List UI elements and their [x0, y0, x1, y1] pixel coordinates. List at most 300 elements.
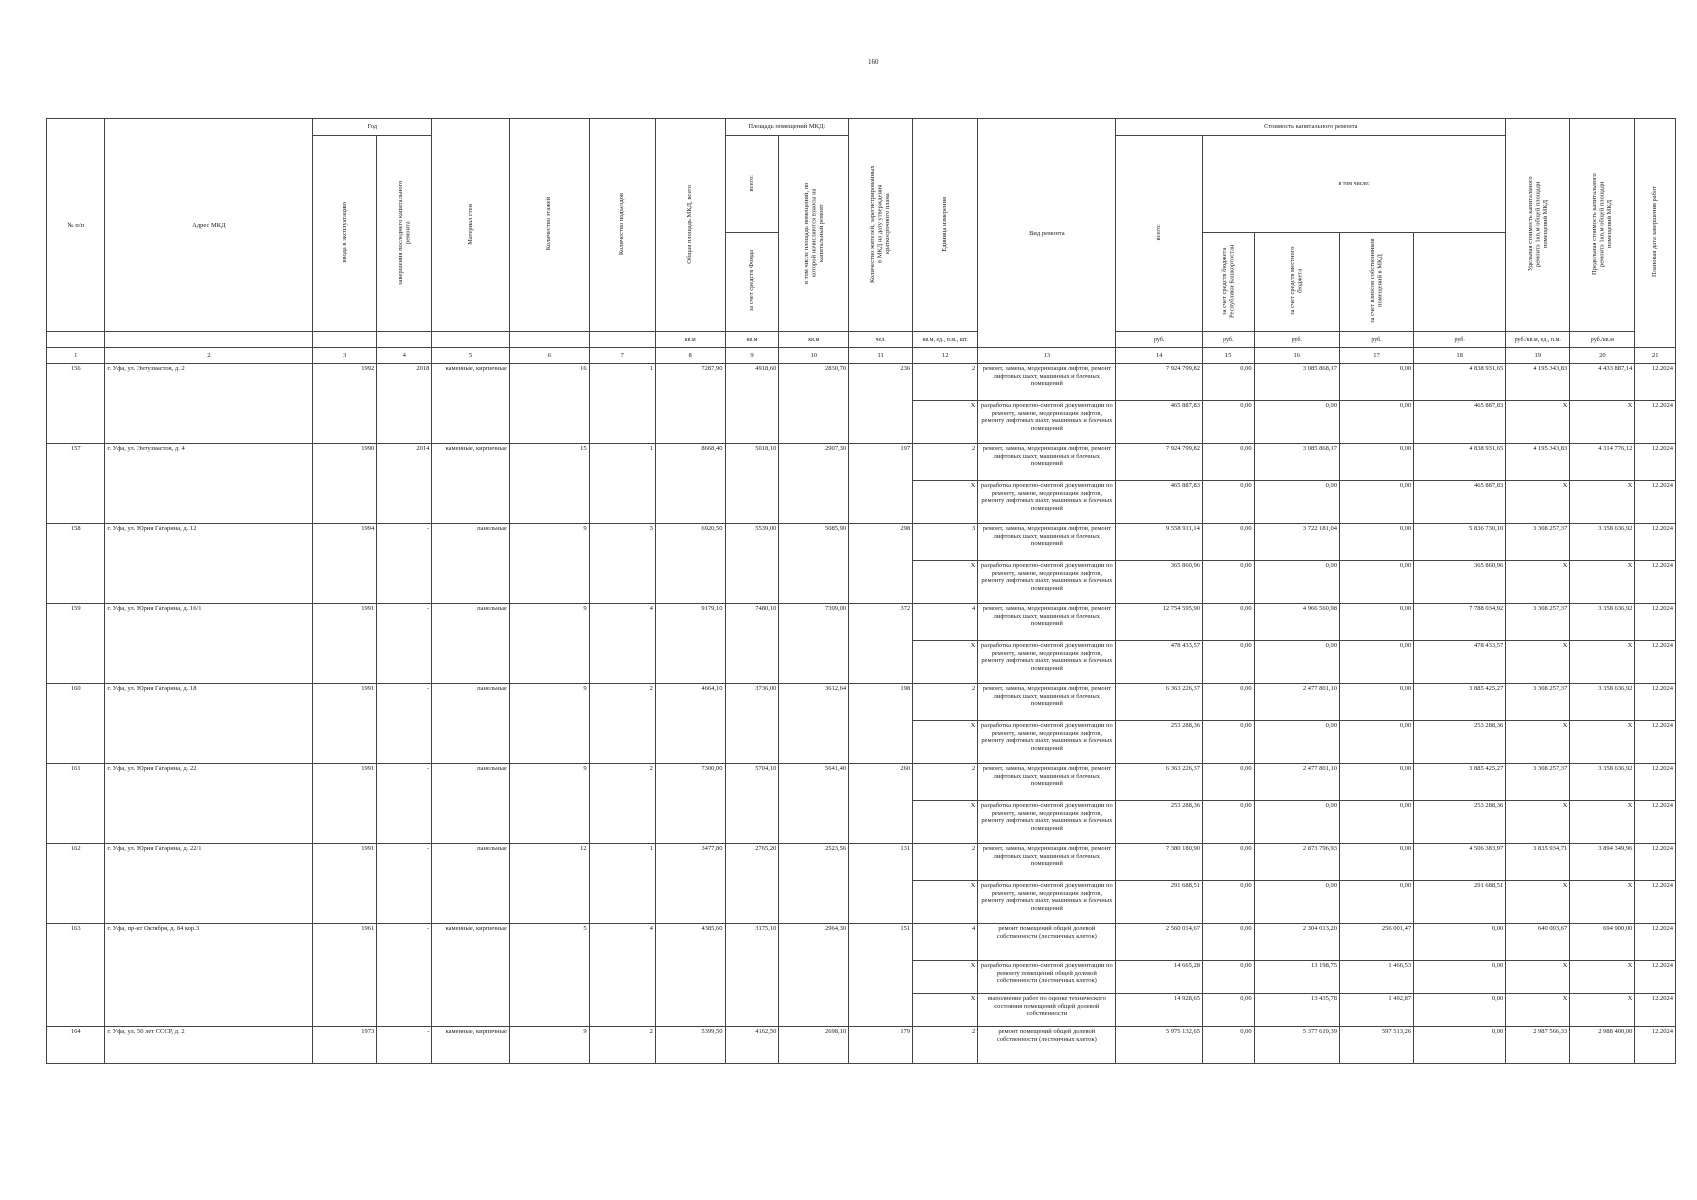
cost-fund: 0,00 [1202, 924, 1254, 961]
record-year-repair: - [377, 764, 432, 844]
deadline: 12.2024 [1635, 684, 1676, 721]
record-year-repair: 2014 [377, 444, 432, 524]
work-quantity: 4 [913, 924, 978, 961]
table-row [47, 844, 1676, 881]
work-name: ремонт, замена, модернизация лифтов, ремонт лифтовых шахт, машинных и блочных помещений [978, 844, 1116, 881]
record-area-residential: 5085,90 [779, 524, 849, 604]
cost-republic: 3 085 868,17 [1254, 444, 1339, 481]
column-number: 19 [1506, 348, 1570, 364]
cost-fund: 0,00 [1202, 641, 1254, 684]
cost-fund: 0,00 [1202, 481, 1254, 524]
cost-total: 14 928,65 [1116, 994, 1203, 1027]
unit-cell [509, 332, 589, 348]
cost-local: 0,00 [1339, 764, 1413, 801]
specific-cost: 3 308 257,37 [1506, 604, 1570, 641]
cost-republic: 13 198,75 [1254, 961, 1339, 994]
cost-fund: 0,00 [1202, 881, 1254, 924]
record-number: 164 [47, 1027, 105, 1064]
column-number: 14 [1116, 348, 1203, 364]
header-deadline: Плановая дата завершения работ [1635, 119, 1676, 348]
header-premises-group: Площадь помещений МКД: [725, 119, 849, 136]
record-floors: 16 [509, 364, 589, 444]
record-entrances: 1 [589, 844, 655, 924]
record-address: г. Уфа, ул. 50 лет СССР, д. 2 [105, 1027, 313, 1064]
cost-local: 0,00 [1339, 881, 1413, 924]
record-year-built: 1973 [313, 1027, 377, 1064]
table-row [47, 924, 1676, 961]
column-number: 9 [725, 348, 779, 364]
header-cost-total: всего: [1116, 136, 1203, 332]
record-floors: 9 [509, 684, 589, 764]
max-cost: 3 358 636,92 [1570, 684, 1635, 721]
max-cost: X [1570, 994, 1635, 1027]
table-row [47, 444, 1676, 481]
deadline: 12.2024 [1635, 524, 1676, 561]
deadline: 12.2024 [1635, 961, 1676, 994]
cost-total: 7 924 799,82 [1116, 444, 1203, 481]
record-total-area: 6920,50 [655, 524, 725, 604]
record-year-repair: - [377, 924, 432, 1027]
deadline: 12.2024 [1635, 721, 1676, 764]
cost-fund: 0,00 [1202, 604, 1254, 641]
column-number: 1 [47, 348, 105, 364]
record-area-all: 3175,10 [725, 924, 779, 1027]
column-number: 11 [849, 348, 913, 364]
unit-measure: кв.м, ед., п.м., шт. [913, 332, 978, 348]
cost-local: 0,00 [1339, 444, 1413, 481]
header-no: № п/п [47, 119, 105, 332]
cost-total: 7 924 799,82 [1116, 364, 1203, 401]
cost-local: 0,00 [1339, 721, 1413, 764]
cost-total: 6 363 226,37 [1116, 684, 1203, 721]
cost-republic: 0,00 [1254, 401, 1339, 444]
work-quantity: 2 [913, 364, 978, 401]
work-name: ремонт помещений общей долевой собственности (лестничных клеток) [978, 924, 1116, 961]
work-quantity: 3 [913, 524, 978, 561]
cost-owners: 5 836 730,10 [1414, 524, 1506, 561]
cost-fund: 0,00 [1202, 844, 1254, 881]
specific-cost: 4 195 343,83 [1506, 444, 1570, 481]
unit-cell [313, 332, 377, 348]
max-cost: X [1570, 641, 1635, 684]
record-total-area: 8668,40 [655, 444, 725, 524]
specific-cost: 640 003,67 [1506, 924, 1570, 961]
record-address: г. Уфа, ул. Энтузиастов, д. 2 [105, 364, 313, 444]
specific-cost: 3 308 257,37 [1506, 684, 1570, 721]
record-year-repair: - [377, 524, 432, 604]
record-residents: 260 [849, 764, 913, 844]
cost-owners: 253 288,36 [1414, 801, 1506, 844]
table-row [47, 684, 1676, 721]
column-number: 10 [779, 348, 849, 364]
record-address: г. Уфа, ул. Юрия Гагарина, д. 18 [105, 684, 313, 764]
record-floors: 9 [509, 524, 589, 604]
cost-local: 0,00 [1339, 641, 1413, 684]
column-number: 13 [978, 348, 1116, 364]
header-address: Адрес МКД [105, 119, 313, 332]
specific-cost: X [1506, 401, 1570, 444]
record-total-area: 4385,60 [655, 924, 725, 1027]
work-name: ремонт, замена, модернизация лифтов, ремонт лифтовых шахт, машинных и блочных помещений [978, 764, 1116, 801]
record-floors: 9 [509, 604, 589, 684]
cost-local: 256 001,47 [1339, 924, 1413, 961]
record-material: каменные, кирпичные [432, 1027, 510, 1064]
record-area-all: 3736,00 [725, 684, 779, 764]
header-year-commission: ввода в эксплуатацию [313, 136, 377, 332]
record-residents: 179 [849, 1027, 913, 1064]
cost-republic: 5 377 619,39 [1254, 1027, 1339, 1064]
record-area-all: 7480,10 [725, 604, 779, 684]
column-number: 3 [313, 348, 377, 364]
work-quantity: X [913, 401, 978, 444]
specific-cost: 3 308 257,37 [1506, 764, 1570, 801]
cost-owners: 253 288,36 [1414, 721, 1506, 764]
table-body [47, 364, 1676, 1064]
column-number: 16 [1254, 348, 1339, 364]
deadline: 12.2024 [1635, 801, 1676, 844]
column-number: 7 [589, 348, 655, 364]
cost-republic: 3 722 181,04 [1254, 524, 1339, 561]
work-quantity: X [913, 881, 978, 924]
column-number: 20 [1570, 348, 1635, 364]
column-numbers-row [47, 348, 1676, 364]
specific-cost: X [1506, 561, 1570, 604]
record-area-residential: 2523,56 [779, 844, 849, 924]
deadline: 12.2024 [1635, 641, 1676, 684]
deadline: 12.2024 [1635, 764, 1676, 801]
table-header [47, 119, 1676, 364]
record-entrances: 1 [589, 364, 655, 444]
unit-specific-cost: руб./кв.м, ед., п.м. [1506, 332, 1570, 348]
cost-republic: 0,00 [1254, 641, 1339, 684]
specific-cost: 3 835 934,71 [1506, 844, 1570, 881]
max-cost: X [1570, 721, 1635, 764]
work-name: разработка проектно-сметной документации по ремонту, замене, модернизации лифтов, ремонту лифтовых шахт, машинных и блочных помещений [978, 561, 1116, 604]
max-cost: X [1570, 561, 1635, 604]
record-area-residential: 2907,30 [779, 444, 849, 524]
specific-cost: X [1506, 994, 1570, 1027]
work-name: ремонт, замена, модернизация лифтов, ремонт лифтовых шахт, машинных и блочных помещений [978, 604, 1116, 641]
record-number: 162 [47, 844, 105, 924]
record-year-built: 1992 [313, 364, 377, 444]
cost-republic: 4 966 560,98 [1254, 604, 1339, 641]
column-number: 18 [1414, 348, 1506, 364]
deadline: 12.2024 [1635, 364, 1676, 401]
cost-total: 14 665,28 [1116, 961, 1203, 994]
work-name: разработка проектно-сметной документации по ремонту помещений общей долевой собственности (лестничных клеток) [978, 961, 1116, 994]
record-material: панельные [432, 604, 510, 684]
deadline: 12.2024 [1635, 481, 1676, 524]
max-cost: 4 314 776,12 [1570, 444, 1635, 481]
cost-local: 0,00 [1339, 364, 1413, 401]
unit-cell [377, 332, 432, 348]
record-floors: 9 [509, 1027, 589, 1064]
record-area-residential: 3612,64 [779, 684, 849, 764]
work-name: разработка проектно-сметной документации по ремонту, замене, модернизации лифтов, ремонту лифтовых шахт, машинных и блочных помещений [978, 641, 1116, 684]
specific-cost: X [1506, 961, 1570, 994]
cost-owners: 365 860,96 [1414, 561, 1506, 604]
work-name: ремонт, замена, модернизация лифтов, ремонт лифтовых шахт, машинных и блочных помещений [978, 364, 1116, 401]
cost-republic: 0,00 [1254, 881, 1339, 924]
work-quantity: 2 [913, 764, 978, 801]
cost-owners: 0,00 [1414, 994, 1506, 1027]
specific-cost: X [1506, 481, 1570, 524]
max-cost: X [1570, 881, 1635, 924]
cost-total: 478 433,57 [1116, 641, 1203, 684]
table-row [47, 1027, 1676, 1064]
work-quantity: 2 [913, 844, 978, 881]
record-material: каменные, кирпичные [432, 444, 510, 524]
cost-owners: 3 885 425,27 [1414, 684, 1506, 721]
max-cost: 3 358 636,92 [1570, 604, 1635, 641]
record-area-residential: 5641,40 [779, 764, 849, 844]
deadline: 12.2024 [1635, 881, 1676, 924]
record-total-area: 5399,50 [655, 1027, 725, 1064]
specific-cost: X [1506, 641, 1570, 684]
header-max-cost: Предельная стоимость капитального ремонта 1кв.м общей площади помещений МКД [1570, 119, 1635, 332]
record-material: панельные [432, 764, 510, 844]
cost-owners: 291 688,51 [1414, 881, 1506, 924]
header-floors: Количество этажей [509, 119, 589, 332]
cost-total: 253 288,36 [1116, 721, 1203, 764]
max-cost: X [1570, 961, 1635, 994]
record-residents: 372 [849, 604, 913, 684]
record-year-repair: - [377, 684, 432, 764]
max-cost: 2 988 400,00 [1570, 1027, 1635, 1064]
cost-total: 2 560 014,67 [1116, 924, 1203, 961]
work-name: разработка проектно-сметной документации по ремонту, замене, модернизации лифтов, ремонту лифтовых шахт, машинных и блочных помещений [978, 721, 1116, 764]
cost-republic: 2 304 013,20 [1254, 924, 1339, 961]
cost-total: 465 887,83 [1116, 481, 1203, 524]
cost-total: 12 754 595,90 [1116, 604, 1203, 641]
table-row [47, 364, 1676, 401]
specific-cost: X [1506, 721, 1570, 764]
record-number: 157 [47, 444, 105, 524]
work-name: разработка проектно-сметной документации по ремонту, замене, модернизации лифтов, ремонту лифтовых шахт, машинных и блочных помещений [978, 401, 1116, 444]
record-year-built: 1991 [313, 604, 377, 684]
record-material: каменные, кирпичные [432, 924, 510, 1027]
header-cost-republic: за счет средств бюджета Республики Башкортостан [1202, 233, 1254, 332]
deadline: 12.2024 [1635, 994, 1676, 1027]
cost-republic: 13 435,78 [1254, 994, 1339, 1027]
record-material: каменные, кирпичные [432, 364, 510, 444]
record-area-all: 5704,10 [725, 764, 779, 844]
record-area-residential: 2698,10 [779, 1027, 849, 1064]
record-number: 156 [47, 364, 105, 444]
record-year-built: 1961 [313, 924, 377, 1027]
unit-cost-owners: руб. [1414, 332, 1506, 348]
record-area-all: 4918,60 [725, 364, 779, 444]
record-number: 158 [47, 524, 105, 604]
max-cost: 3 894 349,96 [1570, 844, 1635, 881]
header-unit: Единица измерения [913, 119, 978, 332]
cost-local: 0,00 [1339, 524, 1413, 561]
cost-local: 0,00 [1339, 684, 1413, 721]
table-row [47, 604, 1676, 641]
record-residents: 236 [849, 364, 913, 444]
cost-fund: 0,00 [1202, 1027, 1254, 1064]
record-total-area: 3477,80 [655, 844, 725, 924]
work-quantity: 2 [913, 684, 978, 721]
work-quantity: X [913, 721, 978, 764]
record-number: 159 [47, 604, 105, 684]
unit-cost-total: руб. [1116, 332, 1203, 348]
cost-fund: 0,00 [1202, 994, 1254, 1027]
cost-total: 9 558 911,14 [1116, 524, 1203, 561]
record-number: 163 [47, 924, 105, 1027]
cost-total: 365 860,96 [1116, 561, 1203, 604]
cost-fund: 0,00 [1202, 764, 1254, 801]
work-name: разработка проектно-сметной документации по ремонту, замене, модернизации лифтов, ремонту лифтовых шахт, машинных и блочных помещений [978, 881, 1116, 924]
record-address: г. Уфа, ул. Юрия Гагарина, д. 16/1 [105, 604, 313, 684]
record-total-area: 7287,90 [655, 364, 725, 444]
cost-fund: 0,00 [1202, 801, 1254, 844]
cost-republic: 2 477 801,10 [1254, 764, 1339, 801]
cost-local: 0,00 [1339, 401, 1413, 444]
record-residents: 197 [849, 444, 913, 524]
cost-local: 1 492,87 [1339, 994, 1413, 1027]
unit-residents: чел. [849, 332, 913, 348]
record-area-all: 5018,10 [725, 444, 779, 524]
header-specific-cost: Удельная стоимость капитального ремонта 1кв.м общей площади помещений МКД [1506, 119, 1570, 332]
cost-fund: 0,00 [1202, 444, 1254, 481]
cost-owners: 3 885 425,27 [1414, 764, 1506, 801]
unit-cell [105, 332, 313, 348]
work-quantity: X [913, 801, 978, 844]
record-entrances: 4 [589, 604, 655, 684]
capital-repair-table [46, 118, 1676, 1064]
unit-cell [47, 332, 105, 348]
record-total-area: 4664,10 [655, 684, 725, 764]
column-number: 4 [377, 348, 432, 364]
max-cost: 3 358 636,92 [1570, 524, 1635, 561]
header-residents: Количество жителей, зарегистрированных в МКД на дату утверждения краткосрочного плана [849, 119, 913, 332]
record-number: 161 [47, 764, 105, 844]
cost-total: 6 363 226,37 [1116, 764, 1203, 801]
cost-republic: 3 085 868,17 [1254, 364, 1339, 401]
work-quantity: 2 [913, 1027, 978, 1064]
header-cost-group: Стоимость капитального ремонта [1116, 119, 1506, 136]
cost-owners: 7 788 034,92 [1414, 604, 1506, 641]
cost-fund: 0,00 [1202, 561, 1254, 604]
record-address: г. Уфа, пр-кт Октября, д. 84 кор.3 [105, 924, 313, 1027]
work-name: разработка проектно-сметной документации по ремонту, замене, модернизации лифтов, ремонту лифтовых шахт, машинных и блочных помещений [978, 801, 1116, 844]
record-area-all: 5539,00 [725, 524, 779, 604]
work-quantity: 2 [913, 444, 978, 481]
cost-owners: 465 887,83 [1414, 401, 1506, 444]
cost-fund: 0,00 [1202, 401, 1254, 444]
work-name: ремонт, замена, модернизация лифтов, ремонт лифтовых шахт, машинных и блочных помещений [978, 684, 1116, 721]
deadline: 12.2024 [1635, 924, 1676, 961]
cost-owners: 478 433,57 [1414, 641, 1506, 684]
column-number: 17 [1339, 348, 1413, 364]
record-year-built: 1991 [313, 764, 377, 844]
header-premises-total: всего: [725, 136, 779, 233]
record-entrances: 2 [589, 1027, 655, 1064]
cost-local: 597 513,26 [1339, 1027, 1413, 1064]
header-total-area: Общая площадь МКД, всего [655, 119, 725, 332]
cost-republic: 0,00 [1254, 561, 1339, 604]
record-entrances: 4 [589, 924, 655, 1027]
cost-local: 0,00 [1339, 561, 1413, 604]
cost-local: 0,00 [1339, 801, 1413, 844]
max-cost: 694 900,00 [1570, 924, 1635, 961]
record-floors: 9 [509, 764, 589, 844]
record-residents: 298 [849, 524, 913, 604]
record-residents: 151 [849, 924, 913, 1027]
table-row [47, 764, 1676, 801]
record-entrances: 2 [589, 764, 655, 844]
work-name: разработка проектно-сметной документации по ремонту, замене, модернизации лифтов, ремонту лифтовых шахт, машинных и блочных помещений [978, 481, 1116, 524]
record-address: г. Уфа, ул. Юрия Гагарина, д. 22/1 [105, 844, 313, 924]
work-name: ремонт, замена, модернизация лифтов, ремонт лифтовых шахт, машинных и блочных помещений [978, 444, 1116, 481]
specific-cost: X [1506, 801, 1570, 844]
table-row [47, 524, 1676, 561]
cost-fund: 0,00 [1202, 721, 1254, 764]
deadline: 12.2024 [1635, 561, 1676, 604]
max-cost: X [1570, 481, 1635, 524]
column-number: 6 [509, 348, 589, 364]
record-year-built: 1994 [313, 524, 377, 604]
work-name: ремонт помещений общей долевой собственности (лестничных клеток) [978, 1027, 1116, 1064]
deadline: 12.2024 [1635, 401, 1676, 444]
cost-republic: 2 477 801,10 [1254, 684, 1339, 721]
unit-max-cost: руб./кв.м [1570, 332, 1635, 348]
cost-republic: 0,00 [1254, 481, 1339, 524]
record-area-all: 2765,20 [725, 844, 779, 924]
record-number: 160 [47, 684, 105, 764]
cost-local: 0,00 [1339, 844, 1413, 881]
record-address: г. Уфа, ул. Энтузиастов, д. 4 [105, 444, 313, 524]
work-quantity: X [913, 641, 978, 684]
column-number: 8 [655, 348, 725, 364]
unit-cost-fund: руб. [1202, 332, 1254, 348]
cost-owners: 4 838 931,65 [1414, 364, 1506, 401]
record-year-repair: - [377, 844, 432, 924]
max-cost: X [1570, 801, 1635, 844]
record-material: панельные [432, 844, 510, 924]
cost-republic: 0,00 [1254, 801, 1339, 844]
header-entrances: Количество подъездов [589, 119, 655, 332]
cost-total: 7 380 180,90 [1116, 844, 1203, 881]
record-area-residential: 2964,30 [779, 924, 849, 1027]
work-quantity: X [913, 561, 978, 604]
cost-total: 5 975 132,65 [1116, 1027, 1203, 1064]
record-residents: 131 [849, 844, 913, 924]
cost-owners: 4 838 931,65 [1414, 444, 1506, 481]
record-year-built: 1991 [313, 684, 377, 764]
cost-republic: 0,00 [1254, 721, 1339, 764]
cost-owners: 0,00 [1414, 924, 1506, 961]
cost-fund: 0,00 [1202, 364, 1254, 401]
record-year-repair: 2018 [377, 364, 432, 444]
max-cost: X [1570, 401, 1635, 444]
header-including: в том числе: [1202, 136, 1505, 233]
record-floors: 15 [509, 444, 589, 524]
deadline: 12.2024 [1635, 444, 1676, 481]
record-total-area: 7300,00 [655, 764, 725, 844]
record-area-residential: 2830,70 [779, 364, 849, 444]
cost-fund: 0,00 [1202, 961, 1254, 994]
column-number: 21 [1635, 348, 1676, 364]
header-year-last-repair: завершения последнего капитального ремонта [377, 136, 432, 332]
work-quantity: 4 [913, 604, 978, 641]
cost-owners: 0,00 [1414, 961, 1506, 994]
record-entrances: 1 [589, 444, 655, 524]
record-address: г. Уфа, ул. Юрия Гагарина, д. 22 [105, 764, 313, 844]
deadline: 12.2024 [1635, 1027, 1676, 1064]
unit-cost-local: руб. [1339, 332, 1413, 348]
